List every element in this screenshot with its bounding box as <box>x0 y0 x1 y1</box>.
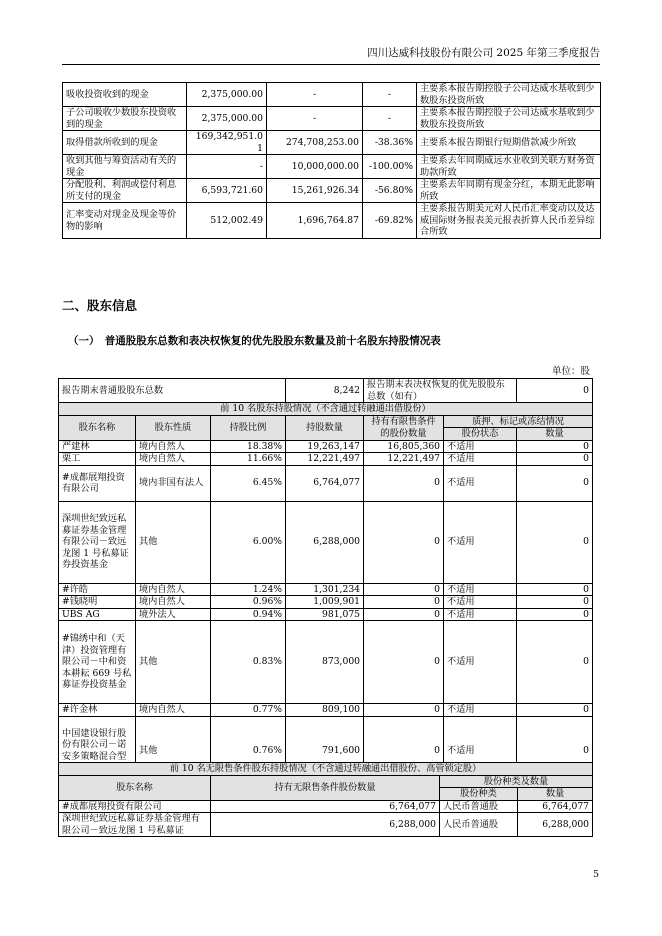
col-unres-qty: 持有无限售条件股份数量 <box>211 775 440 800</box>
current-amount: 2,375,000.00 <box>187 107 267 131</box>
col-type-group: 股份种类及数量 <box>440 775 593 788</box>
holder-name: #钱晓明 <box>59 596 136 609</box>
table-row <box>59 813 593 837</box>
change-reason: 主要系本报告期控股子公司达威水基收到少数股东投资所致 <box>417 107 601 131</box>
item-name: 分配股利、利润或偿付利息所支付的现金 <box>63 179 187 203</box>
holder-nature: 境内自然人 <box>136 440 211 453</box>
holding-ratio: 0.94% <box>211 608 286 621</box>
col-pledge-count: 数量 <box>517 428 593 441</box>
change-pct: -100.00% <box>363 155 417 179</box>
pref-holders-value: 0 <box>517 379 593 403</box>
pledge-count: 0 <box>517 453 593 466</box>
prior-amount: 274,708,253.00 <box>267 131 363 155</box>
header-title: 四川达威科技股份有限公司 2025 年第三季度报告 <box>367 47 600 59</box>
item-name: 收到其他与筹资活动有关的现金 <box>63 155 187 179</box>
holder-nature: 其他 <box>136 716 211 785</box>
change-pct: -38.36% <box>363 131 417 155</box>
share-status: 不适用 <box>444 465 517 501</box>
table-row <box>63 155 601 179</box>
table-row <box>59 596 593 609</box>
change-reason: 主要系本报告期银行短期借款减少所致 <box>417 131 601 155</box>
col-pledge-group: 质押、标记或冻结情况 <box>444 415 593 428</box>
current-amount: 169,342,951.01 <box>187 131 267 155</box>
prior-amount: 15,261,926.34 <box>267 179 363 203</box>
change-pct: - <box>363 83 417 107</box>
col-holder-nature: 股东性质 <box>136 415 211 440</box>
table-row <box>59 440 593 453</box>
col-share-type: 股份种类 <box>440 788 518 801</box>
holding-ratio: 11.66% <box>211 453 286 466</box>
table-row <box>59 583 593 596</box>
col-restricted-qty: 持有有限售条件的股份数量 <box>364 415 444 440</box>
holder-name: 深圳世纪致远私募证券基金管理有限公司－致远龙图 1 号私募证券投资基金 <box>59 501 136 583</box>
holding-qty: 791,600 <box>286 716 364 785</box>
pledge-count: 0 <box>517 501 593 583</box>
prior-amount: - <box>267 107 363 131</box>
holding-qty: 12,221,497 <box>286 453 364 466</box>
holding-qty: 1,301,234 <box>286 583 364 596</box>
pledge-count: 0 <box>517 440 593 453</box>
unrestricted-holders-table <box>58 762 593 837</box>
holder-name: #成都展翔投资有限公司 <box>59 465 136 501</box>
holding-qty: 809,100 <box>286 704 364 717</box>
cash-flow-table <box>62 82 601 239</box>
subsection-title: （一） 普通股股东总数和表决权恢复的优先股股东数量及前十名股东持股情况表 <box>68 335 441 347</box>
pledge-count: 0 <box>517 621 593 704</box>
type-count: 6,288,000 <box>518 813 593 837</box>
pledge-count: 0 <box>517 704 593 717</box>
col-holding-ratio: 持股比例 <box>211 415 286 440</box>
table-row <box>59 621 593 704</box>
restricted-qty: 0 <box>364 621 444 704</box>
share-status: 不适用 <box>444 716 517 785</box>
prior-amount: - <box>267 83 363 107</box>
holding-qty: 19,263,147 <box>286 440 364 453</box>
unit-label: 单位：股 <box>551 366 590 377</box>
holding-ratio: 1.24% <box>211 583 286 596</box>
col-holding-qty: 持股数量 <box>286 415 364 440</box>
share-status: 不适用 <box>444 501 517 583</box>
holder-nature: 境内自然人 <box>136 704 211 717</box>
table-row <box>59 453 593 466</box>
table-row <box>63 203 601 239</box>
table-row <box>59 608 593 621</box>
change-pct: - <box>363 107 417 131</box>
current-amount: 512,002.49 <box>187 203 267 239</box>
change-reason: 主要系本报告期控股子公司达威水基收到少数股东投资所致 <box>417 83 601 107</box>
table-row <box>63 107 601 131</box>
holder-name: 严建林 <box>59 440 136 453</box>
share-type: 人民币普通股 <box>440 813 518 837</box>
holding-ratio: 6.45% <box>211 465 286 501</box>
holding-ratio: 0.83% <box>211 621 286 704</box>
table-row <box>63 179 601 203</box>
holder-name: 栗工 <box>59 453 136 466</box>
page-header <box>62 42 600 65</box>
holder-name: UBS AG <box>59 608 136 621</box>
section-title: 二、股东信息 <box>62 298 138 313</box>
holder-name: #许皓 <box>59 583 136 596</box>
top10-title: 前 10 名股东持股情况（不含通过转融通出借股份） <box>59 403 593 416</box>
table-row <box>63 131 601 155</box>
holding-qty: 981,075 <box>286 608 364 621</box>
share-status: 不适用 <box>444 621 517 704</box>
shareholders-table <box>58 378 593 786</box>
restricted-qty: 0 <box>364 501 444 583</box>
current-amount: - <box>187 155 267 179</box>
col-holder-name: 股东名称 <box>59 415 136 440</box>
pledge-count: 0 <box>517 596 593 609</box>
holder-name: #锦绣中和（天津）投资管理有限公司－中和资本耕耘 669 号私募证券投资基金 <box>59 621 136 704</box>
holder-nature: 境内非国有法人 <box>136 465 211 501</box>
holder-nature: 境内自然人 <box>136 583 211 596</box>
restricted-qty: 0 <box>364 608 444 621</box>
total-holders-value: 8,242 <box>286 379 364 403</box>
holder-name: 中国建设银行股份有限公司－诺安多策略混合型 <box>59 716 136 785</box>
share-status: 不适用 <box>444 596 517 609</box>
current-amount: 2,375,000.00 <box>187 83 267 107</box>
col-unres-name: 股东名称 <box>59 775 211 800</box>
prior-amount: 10,000,000.00 <box>267 155 363 179</box>
holding-qty: 1,009,901 <box>286 596 364 609</box>
holder-nature: 其他 <box>136 621 211 704</box>
restricted-qty: 0 <box>364 583 444 596</box>
holder-nature: 境内自然人 <box>136 596 211 609</box>
table-row <box>59 800 593 813</box>
page-number: 5 <box>592 869 599 880</box>
holder-nature: 境外法人 <box>136 608 211 621</box>
share-status: 不适用 <box>444 704 517 717</box>
restricted-qty: 16,805,360 <box>364 440 444 453</box>
pledge-count: 0 <box>517 465 593 501</box>
holding-qty: 873,000 <box>286 621 364 704</box>
holding-qty: 6,764,077 <box>286 465 364 501</box>
restricted-qty: 0 <box>364 704 444 717</box>
unres-qty: 6,288,000 <box>211 813 440 837</box>
table-row <box>63 83 601 107</box>
share-status: 不适用 <box>444 440 517 453</box>
holder-name: #许金林 <box>59 704 136 717</box>
table-row <box>59 501 593 583</box>
table-row <box>59 704 593 717</box>
change-reason: 主要系去年同期威远水业收到关联方财务资助款所致 <box>417 155 601 179</box>
pref-holders-label: 报告期末表决权恢复的优先股股东总数（如有） <box>364 379 517 403</box>
holding-ratio: 0.77% <box>211 704 286 717</box>
col-share-status: 股份状态 <box>444 428 517 441</box>
item-name: 子公司吸收少数股东投资收到的现金 <box>63 107 187 131</box>
holding-qty: 6,288,000 <box>286 501 364 583</box>
holding-ratio: 6.00% <box>211 501 286 583</box>
restricted-qty: 0 <box>364 716 444 785</box>
pledge-count: 0 <box>517 583 593 596</box>
pledge-count: 0 <box>517 608 593 621</box>
restricted-qty: 0 <box>364 465 444 501</box>
holding-ratio: 0.76% <box>211 716 286 785</box>
share-type: 人民币普通股 <box>440 800 518 813</box>
share-status: 不适用 <box>444 583 517 596</box>
item-name: 汇率变动对现金及现金等价物的影响 <box>63 203 187 239</box>
item-name: 吸收投资收到的现金 <box>63 83 187 107</box>
change-pct: -56.80% <box>363 179 417 203</box>
col-type-count: 数量 <box>518 788 593 801</box>
share-status: 不适用 <box>444 608 517 621</box>
current-amount: 6,593,721.60 <box>187 179 267 203</box>
item-name: 取得借款所收到的现金 <box>63 131 187 155</box>
pledge-count: 0 <box>517 716 593 785</box>
total-holders-label: 报告期末普通股股东总数 <box>59 379 286 403</box>
table-row <box>59 465 593 501</box>
unrestricted-title: 前 10 名无限售条件股东持股情况（不含通过转融通出借股份、高管锁定股） <box>59 763 593 776</box>
unres-qty: 6,764,077 <box>211 800 440 813</box>
type-count: 6,764,077 <box>518 800 593 813</box>
restricted-qty: 12,221,497 <box>364 453 444 466</box>
unres-holder-name: #成都展翔投资有限公司 <box>59 800 211 813</box>
share-status: 不适用 <box>444 453 517 466</box>
change-pct: -69.82% <box>363 203 417 239</box>
unres-holder-name: 深圳世纪致远私募证券基金管理有限公司－致远龙图 1 号私募证 <box>59 813 211 837</box>
change-reason: 主要系报告期美元对人民币汇率变动以及达威国际财务报表美元报表折算人民币差异综合所致 <box>417 203 601 239</box>
prior-amount: 1,696,764.87 <box>267 203 363 239</box>
holder-nature: 境内自然人 <box>136 453 211 466</box>
holding-ratio: 0.96% <box>211 596 286 609</box>
holding-ratio: 18.38% <box>211 440 286 453</box>
restricted-qty: 0 <box>364 596 444 609</box>
change-reason: 主要系去年同期有现金分红，本期无此影响所致 <box>417 179 601 203</box>
holder-nature: 其他 <box>136 501 211 583</box>
